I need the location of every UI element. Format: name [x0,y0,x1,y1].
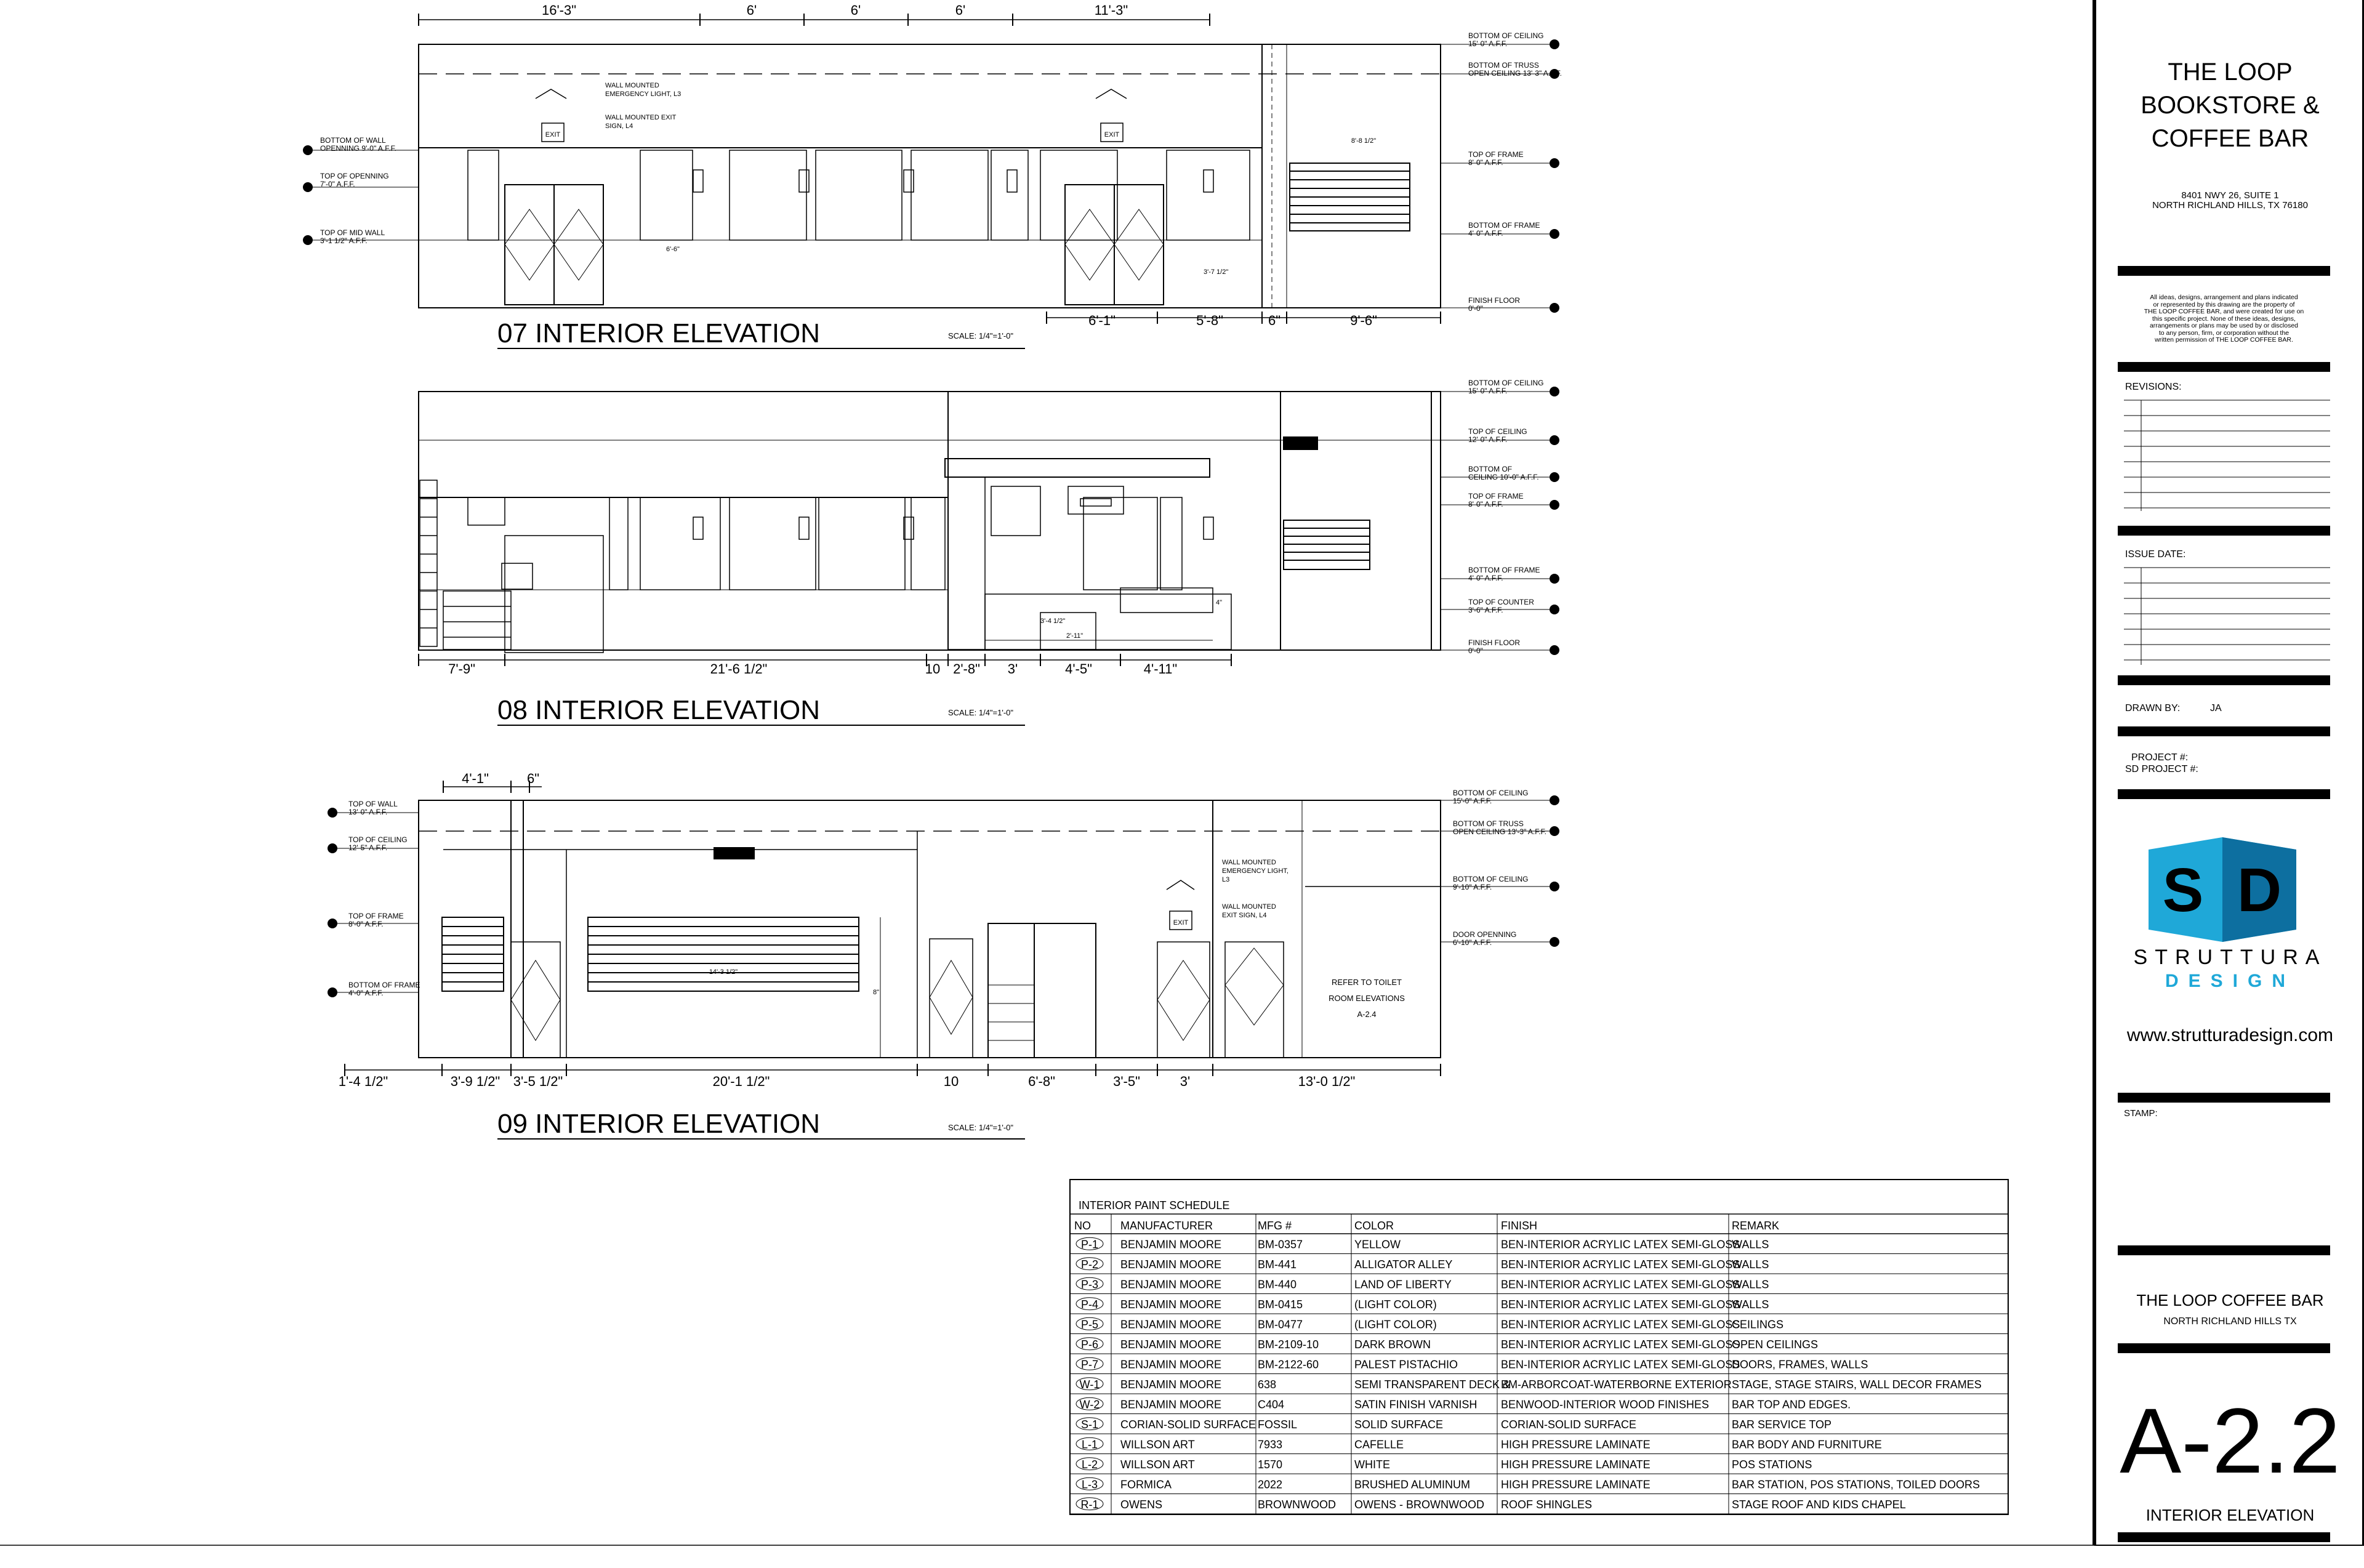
callout-note: WALL MOUNTED [605,82,659,89]
schedule-cell: CAFELLE [1354,1438,1404,1451]
client-name: THE LOOP COFFEE BAR [2136,1291,2324,1309]
dimension-note: 3'-7 1/2" [1204,268,1229,276]
level-label: TOP OF CEILING [1468,427,1527,436]
schedule-cell: HIGH PRESSURE LAMINATE [1501,1438,1650,1451]
sheet-title: INTERIOR ELEVATION [2145,1506,2315,1524]
level-value: 12'-5" A.F.F. [348,843,388,852]
dimension-label: 6' [850,2,861,18]
dimension-note: 8'-8 1/2" [1351,137,1377,145]
level-label: BOTTOM OF CEILING [1453,789,1529,797]
level-label: TOP OF COUNTER [1468,598,1534,606]
revisions-label: REVISIONS: [2125,382,2182,392]
level-label: TOP OF FRAME [1468,150,1524,159]
dimension-label: 4'-11" [1143,661,1178,677]
dimension-label: 4'-1" [462,771,489,786]
schedule-cell: OWENS - BROWNWOOD [1354,1498,1484,1511]
schedule-cell: CORIAN-SOLID SURFACE [1501,1418,1637,1431]
schedule-cell: BEN-INTERIOR ACRYLIC LATEX SEMI-GLOSS [1501,1358,1740,1371]
schedule-cell: BM-2109-10 [1258,1338,1319,1351]
schedule-cell: 2022 [1258,1478,1283,1491]
sheet-number: A-2.2 [2120,1389,2341,1492]
exit-sign-label: EXIT [1173,919,1189,927]
address-line-2: NORTH RICHLAND HILLS, TX 76180 [2152,200,2308,211]
schedule-cell: BENJAMIN MOORE [1120,1398,1222,1411]
disclaimer-line: arrangements or plans may be used by or disclosed [2149,322,2299,329]
schedule-header: COLOR [1354,1220,1394,1232]
schedule-cell: WALLS [1732,1238,1769,1251]
level-label: BOTTOM OF FRAME [1468,221,1540,230]
schedule-cell: WHITE [1354,1458,1390,1471]
level-label: TOP OF WALL [348,800,398,808]
schedule-cell: P-2 [1080,1258,1099,1271]
schedule-cell: SOLID SURFACE [1354,1418,1444,1431]
level-value: 15'-0" A.F.F. [1453,797,1492,805]
dimension-label: 16'-3" [541,2,577,18]
schedule-cell: CEILINGS [1732,1318,1784,1331]
schedule-cell: P-1 [1080,1238,1099,1251]
disclaimer-line: to any person, firm, or corporation without the [2158,329,2290,337]
schedule-cell: YELLOW [1354,1238,1401,1251]
schedule-cell: BENJAMIN MOORE [1120,1358,1222,1371]
dimension-label: 3'-5 1/2" [513,1074,563,1089]
level-label: TOP OF CEILING [348,835,408,844]
schedule-cell: CORIAN-SOLID SURFACE [1120,1418,1256,1431]
disclaimer-line: THE LOOP COFFEE BAR, and were created for use on [2144,308,2304,315]
schedule-cell: BM-0477 [1258,1318,1303,1331]
schedule-cell: BEN-INTERIOR ACRYLIC LATEX SEMI-GLOSS [1501,1258,1740,1271]
schedule-cell: BEN-INTERIOR ACRYLIC LATEX SEMI-GLOSS [1501,1278,1740,1291]
schedule-cell: 7933 [1258,1438,1283,1451]
dimension-label: 3'-5" [1113,1074,1140,1089]
elevation-scale: SCALE: 1/4"=1'-0" [948,1123,1014,1132]
schedule-cell: FOSSIL [1258,1418,1298,1431]
level-value: 8'-0" A.F.F. [1468,158,1503,167]
schedule-cell: BENJAMIN MOORE [1120,1298,1222,1311]
schedule-cell: BENJAMIN MOORE [1120,1378,1222,1391]
schedule-cell: C404 [1258,1398,1285,1411]
schedule-cell: P-5 [1080,1318,1099,1331]
schedule-cell: BENJAMIN MOORE [1120,1338,1222,1351]
schedule-cell: W-2 [1079,1398,1100,1411]
elevation-scale: SCALE: 1/4"=1'-0" [948,331,1014,340]
schedule-cell: BEN-INTERIOR ACRYLIC LATEX SEMI-GLOSS [1501,1338,1740,1351]
dimension-label: 7'-9" [448,661,475,677]
schedule-cell: WILLSON ART [1120,1458,1195,1471]
level-value: 6'-10" A.F.F. [1453,938,1492,947]
elevation-title: 07 INTERIOR ELEVATION [497,318,821,348]
issue-date-label: ISSUE DATE: [2125,549,2186,560]
level-value: OPENNING 9'-0" A.F.F. [320,144,396,153]
level-label: BOTTOM OF CEILING [1468,379,1544,387]
level-value: 0'-0" [1468,304,1483,313]
schedule-cell: BM-440 [1258,1278,1297,1291]
elevation-08-level-markers [1550,387,1559,655]
dimension-label: 4'-5" [1065,661,1092,677]
level-label: FINISH FLOOR [1468,638,1521,647]
level-value: 0'-0" [1468,646,1483,655]
schedule-cell: OWENS [1120,1498,1163,1511]
level-value: 4'-0" A.F.F. [1468,574,1503,582]
website-link[interactable]: www.strutturadesign.com [2126,1025,2334,1045]
schedule-cell: WALLS [1732,1298,1769,1311]
schedule-cell: DARK BROWN [1354,1338,1431,1351]
level-value: 13'-0" A.F.F. [348,808,388,816]
elevation-title: 08 INTERIOR ELEVATION [497,695,821,725]
schedule-cell: P-7 [1080,1358,1099,1371]
schedule-cell: (LIGHT COLOR) [1354,1298,1437,1311]
schedule-cell: HIGH PRESSURE LAMINATE [1501,1458,1650,1471]
client-city: NORTH RICHLAND HILLS TX [2163,1316,2297,1327]
schedule-cell: STAGE, STAGE STAIRS, WALL DECOR FRAMES [1732,1378,1982,1391]
schedule-cell: WILLSON ART [1120,1438,1195,1451]
level-value: 15'-0" A.F.F. [1468,387,1508,395]
logo-letter: S [2162,856,2204,925]
dimension-label: 6" [526,771,540,786]
sd-project-number-label: SD PROJECT #: [2125,764,2198,774]
level-label: BOTTOM OF FRAME [1468,566,1540,574]
schedule-cell: P-4 [1080,1298,1099,1311]
level-value: OPEN CEILING 13'-3" A.F.F. [1453,827,1546,836]
schedule-cell: BM-441 [1258,1258,1297,1271]
level-label: BOTTOM OF TRUSS [1468,61,1539,70]
level-label: FINISH FLOOR [1468,296,1521,305]
schedule-cell: BM-ARBORCOAT-WATERBORNE EXTERIOR [1501,1378,1732,1391]
level-label: TOP OF FRAME [1468,492,1524,501]
schedule-cell: ROOF SHINGLES [1501,1498,1593,1511]
schedule-cell: (LIGHT COLOR) [1354,1318,1437,1331]
schedule-cell: L-2 [1081,1458,1098,1471]
exit-sign-label: EXIT [1104,131,1120,139]
project-address [2099,191,2361,211]
dimension-label: 3'-9 1/2" [450,1074,501,1089]
project-name-line-3: COFFEE BAR [2151,125,2309,152]
stamp-label: STAMP: [2124,1108,2158,1119]
schedule-cell: BENWOOD-INTERIOR WOOD FINISHES [1501,1398,1710,1411]
schedule-cell: L-1 [1081,1438,1098,1451]
schedule-cell: 1570 [1258,1458,1283,1471]
disclaimer-line: or represented by this drawing are the property of [2153,300,2295,308]
level-value: 3'-6" A.F.F. [1468,606,1503,614]
level-value: 4'-0" A.F.F. [348,989,384,997]
dimension-note: 4" [1216,599,1223,606]
dimension-note: 14'-3 1/2" [709,968,738,976]
schedule-header: MANUFACTURER [1120,1220,1213,1232]
level-label: BOTTOM OF CEILING [1468,31,1544,40]
schedule-header: NO [1074,1220,1091,1232]
disclaimer-line: this specific project. None of these ideas, designs, [2152,315,2296,323]
dimension-note: 3'-4 1/2" [1040,617,1066,625]
elevation-07-level-markers [303,39,1559,313]
logo-letter: D [2237,856,2282,925]
callout-note: EMERGENCY LIGHT, [1222,867,1289,875]
dimension-label: 10 [925,661,941,677]
level-value: 12'-0" A.F.F. [1468,435,1508,444]
schedule-cell: BEN-INTERIOR ACRYLIC LATEX SEMI-GLOSS [1501,1298,1740,1311]
dimension-label: 3' [1007,661,1018,677]
schedule-header: MFG # [1258,1220,1292,1232]
schedule-header: FINISH [1501,1220,1538,1232]
dimension-label: 5'-8" [1196,313,1223,328]
schedule-cell: S-1 [1080,1418,1099,1431]
schedule-cell: BM-2122-60 [1258,1358,1319,1371]
dimension-label: 13'-0 1/2" [1298,1074,1356,1089]
callout-note: L3 [1222,876,1230,883]
company-name: STRUTTURA [2133,946,2327,969]
schedule-cell: BAR STATION, POS STATIONS, TOILED DOORS [1732,1478,1980,1491]
elevation-labels [320,2,1562,1139]
level-value: 8'-0" A.F.F. [348,920,384,928]
dimension-note: 6'-6" [666,246,680,253]
dimension-label: 6'-1" [1088,313,1116,328]
schedule-cell: BAR BODY AND FURNITURE [1732,1438,1882,1451]
level-label: BOTTOM OF FRAME [348,981,420,989]
level-value: 15'-0" A.F.F. [1468,39,1508,48]
level-value: 8'-0" A.F.F. [1468,500,1503,509]
schedule-cell: BRUSHED ALUMINUM [1354,1478,1471,1491]
schedule-cell: BENJAMIN MOORE [1120,1278,1222,1291]
elevation-08 [419,392,1554,725]
schedule-cell: BROWNWOOD [1258,1498,1336,1511]
schedule-title: INTERIOR PAINT SCHEDULE [1079,1199,1230,1212]
dimension-note: 2'-11" [1066,632,1084,640]
schedule-cell: BENJAMIN MOORE [1120,1258,1222,1271]
schedule-cell: POS STATIONS [1732,1458,1812,1471]
callout-note: REFER TO TOILET [1332,978,1402,987]
schedule-cell: BAR SERVICE TOP [1732,1418,1832,1431]
disclaimer [2118,294,2330,344]
schedule-cell: LAND OF LIBERTY [1354,1278,1452,1291]
dimension-note: 8" [873,989,880,996]
company-subname: DESIGN [2165,971,2296,991]
dimension-label: 11'-3" [1094,2,1128,18]
dimension-label: 6' [955,2,966,18]
level-label: TOP OF OPENNING [320,172,389,180]
dimension-label: 20'-1 1/2" [712,1074,770,1089]
dimension-label: 10 [943,1074,959,1089]
level-label: BOTTOM OF TRUSS [1453,819,1524,828]
schedule-cell: BM-0415 [1258,1298,1303,1311]
exit-sign-label: EXIT [545,131,561,139]
schedule-cell: BENJAMIN MOORE [1120,1238,1222,1251]
dimension-label: 3' [1180,1074,1191,1089]
project-number-label: PROJECT #: [2131,752,2189,763]
dimension-label: 2'-8" [953,661,980,677]
level-value: 7'-0" A.F.F. [320,180,355,188]
callout-note: WALL MOUNTED [1222,859,1276,866]
callout-note: EMERGENCY LIGHT, L3 [605,90,681,98]
callout-note: WALL MOUNTED [1222,903,1276,911]
schedule-cell: BM-0357 [1258,1238,1303,1251]
level-value: 3'-1 1/2" A.F.F. [320,236,368,245]
schedule-cell: FORMICA [1120,1478,1172,1491]
dimension-label: 6' [746,2,757,18]
callout-note: EXIT SIGN, L4 [1222,912,1267,919]
schedule-cell: SEMI TRANSPARENT DECK & [1354,1378,1511,1391]
schedule-header: REMARK [1732,1220,1780,1232]
schedule-cell: SATIN FINISH VARNISH [1354,1398,1478,1411]
callout-note: SIGN, L4 [605,123,633,130]
schedule-cell: BEN-INTERIOR ACRYLIC LATEX SEMI-GLOSS [1501,1238,1740,1251]
level-label: BOTTOM OF WALL [320,136,386,145]
level-value: 4'-0" A.F.F. [1468,229,1503,238]
schedule-cell: R-1 [1080,1498,1099,1511]
dimension-label: 6" [1268,313,1281,328]
schedule-cell: ALLIGATOR ALLEY [1354,1258,1453,1271]
paint-schedule-text [1074,1199,1982,1511]
project-name-line-1: THE LOOP [2168,58,2293,86]
drawn-by-label: DRAWN BY: [2125,703,2181,714]
level-value: 9'-10" A.F.F. [1453,883,1492,891]
level-label: BOTTOM OF CEILING [1453,875,1529,883]
dimension-label: 21'-6 1/2" [710,661,768,677]
level-value: CEILING 10'-0" A.F.F. [1468,473,1539,481]
drawn-by-value: JA [2210,703,2222,714]
schedule-cell: P-6 [1080,1338,1099,1351]
schedule-cell: BENJAMIN MOORE [1120,1318,1222,1331]
elevation-09-level-markers [328,795,1559,997]
dimension-label: 6'-8" [1028,1074,1055,1089]
level-value: OPEN CEILING 13'-3" A.F.F. [1468,69,1562,78]
level-label: TOP OF FRAME [348,912,404,920]
level-label: BOTTOM OF [1468,465,1513,473]
elevation-title: 09 INTERIOR ELEVATION [497,1109,821,1139]
level-label: DOOR OPENNING [1453,930,1517,939]
struttura-logo-icon [2149,837,2296,942]
disclaimer-line: All ideas, designs, arrangement and plans indicated [2150,294,2298,301]
schedule-cell: HIGH PRESSURE LAMINATE [1501,1478,1650,1491]
schedule-cell: BAR TOP AND EDGES. [1732,1398,1851,1411]
schedule-cell: 638 [1258,1378,1277,1391]
elevation-scale: SCALE: 1/4"=1'-0" [948,708,1014,717]
disclaimer-line: written permission of THE LOOP COFFEE BAR. [2155,336,2293,344]
schedule-cell: STAGE ROOF AND KIDS CHAPEL [1732,1498,1906,1511]
dimension-label: 1'-4 1/2" [338,1074,388,1089]
schedule-cell: PALEST PISTACHIO [1354,1358,1458,1371]
schedule-cell: P-3 [1080,1278,1099,1291]
callout-note: ROOM ELEVATIONS [1329,994,1405,1003]
dimension-label: 9'-6" [1350,313,1377,328]
project-name-line-2: BOOKSTORE & [2141,92,2320,119]
schedule-cell: WALLS [1732,1278,1769,1291]
schedule-cell: OPEN CEILINGS [1732,1338,1819,1351]
project-name [2099,55,2361,155]
schedule-cell: WALLS [1732,1258,1769,1271]
schedule-cell: W-1 [1079,1378,1100,1391]
schedule-cell: L-3 [1081,1478,1098,1491]
address-line-1: 8401 NWY 26, SUITE 1 [2181,190,2279,201]
schedule-cell: DOORS, FRAMES, WALLS [1732,1358,1868,1371]
elevation-07 [308,14,1554,348]
callout-note: WALL MOUNTED EXIT [605,114,677,121]
schedule-cell: BEN-INTERIOR ACRYLIC LATEX SEMI-GLOSS [1501,1318,1740,1331]
level-label: TOP OF MID WALL [320,228,385,237]
callout-note: A-2.4 [1357,1010,1377,1019]
